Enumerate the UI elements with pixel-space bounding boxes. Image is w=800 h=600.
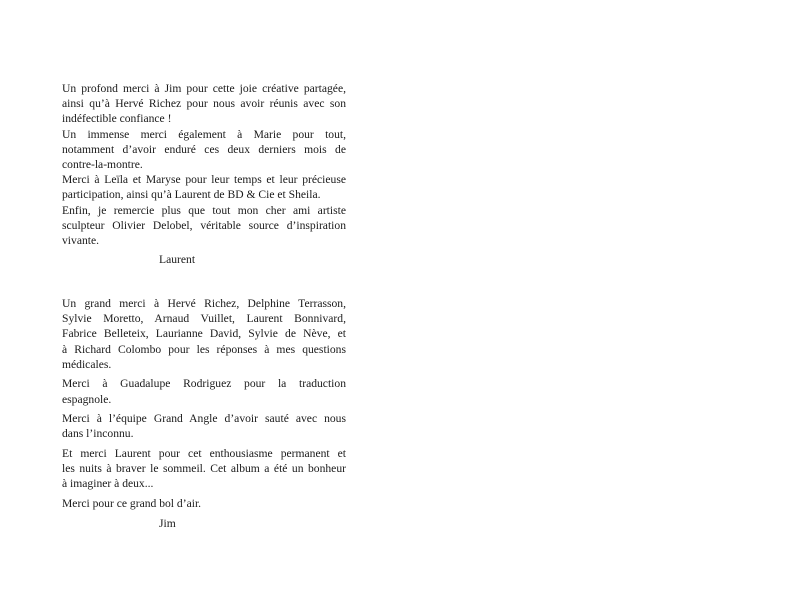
text-line: Un grand merci à Hervé Richez, Delphine Terrasson, <box>62 297 346 310</box>
text-line: contre-la-montre. <box>62 158 143 172</box>
paragraph <box>62 172 346 202</box>
text-line: Un profond merci à Jim pour cette joie créative partagée, <box>62 82 346 95</box>
acknowledgements-laurent <box>62 81 346 267</box>
text-line: Merci à Guadalupe Rodriguez pour la traduction <box>62 377 346 391</box>
text-line: à imaginer à deux... <box>62 477 154 491</box>
text-line: participation, ainsi qu’à Laurent de BD & Cie et Sheila. <box>62 188 321 202</box>
text-line: Et merci Laurent pour cet enthousiasme permanent et <box>62 447 346 460</box>
text-line: indéfectible confiance ! <box>62 112 172 126</box>
paragraph <box>62 446 346 492</box>
paragraph <box>62 376 346 406</box>
text-line: Sylvie Moretto, Arnaud Vuillet, Laurent Bonnivard, <box>62 312 346 326</box>
text-line: vivante. <box>62 234 100 248</box>
paragraph <box>62 496 346 511</box>
paragraph <box>62 411 346 441</box>
paragraph <box>62 296 346 372</box>
acknowledgements-laurent-text <box>62 81 346 248</box>
text-line: les nuits à braver le sommeil. Cet album a été un bonheur <box>62 462 346 476</box>
text-line: espagnole. <box>62 392 112 406</box>
signature-laurent: Laurent <box>159 252 196 266</box>
paragraph <box>62 81 346 127</box>
text-line: Enfin, je remercie plus que tout mon cher ami artiste <box>62 203 346 217</box>
signature-jim: Jim <box>159 516 176 530</box>
text-line: ainsi qu’à Hervé Richez pour nous avoir réunis avec son <box>62 97 346 111</box>
text-line: Merci à Leïla et Maryse pour leur temps et leur précieuse <box>62 173 346 187</box>
text-line: Un immense merci également à Marie pour tout, <box>62 127 346 141</box>
paragraph <box>62 127 346 173</box>
text-line: à Richard Colombo pour les réponses à mes questions <box>62 342 346 356</box>
text-line: médicales. <box>62 357 112 371</box>
acknowledgements-jim-text <box>62 296 346 511</box>
text-line: Merci pour ce grand bol d’air. <box>62 497 202 510</box>
text-line: sculpteur Olivier Delobel, véritable source d’inspiration <box>62 218 346 232</box>
paragraph <box>62 203 346 249</box>
acknowledgements-jim <box>62 296 346 531</box>
text-line: Fabrice Belleteix, Laurianne David, Sylvie de Nève, et <box>62 327 346 341</box>
text-line: dans l’inconnu. <box>62 427 134 441</box>
text-line: Merci à l’équipe Grand Angle d’avoir sauté avec nous <box>62 412 346 426</box>
text-line: notamment d’avoir enduré ces deux derniers mois de <box>62 142 346 156</box>
